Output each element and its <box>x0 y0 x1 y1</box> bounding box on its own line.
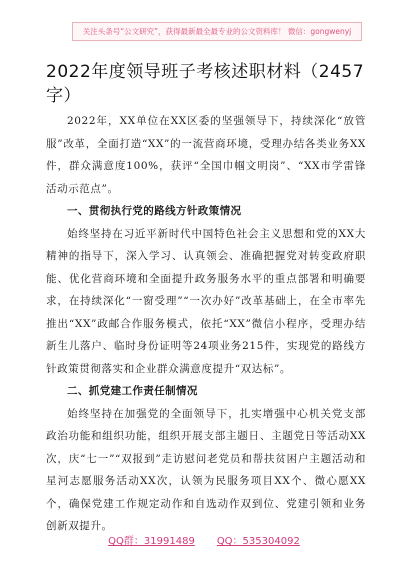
qq-contact-link[interactable]: QQ：535304092 <box>216 536 300 547</box>
document-title: 2022年度领导班子考核述职材料（2457字） <box>46 62 365 106</box>
promo-banner[interactable] <box>72 22 362 41</box>
intro-paragraph: 2022年，XX单位在XX区委的坚强领导下，持续深化“放管服”改革，全面打造“XX”的一流营商环境，受理办结各类业务XX件，群众满意度100%，获评“全国巾帼文明岗”、“XX市学雷锋活动示范点”。 <box>46 115 366 195</box>
document-body <box>46 110 366 538</box>
qq-group-link[interactable]: QQ群：31991489 <box>108 536 195 547</box>
section-1-paragraph: 始终坚持在习近平新时代中国特色社会主义思想和党的XX大精神的指导下，深入学习、认真领会、准确把握党对转变政府职能、优化营商环境和全面提升政务服务水平的重点部署和明确要求，在持续深化“一窗受理”“一次办好”改革基础上，在全市率先推出“XX”政邮合作服务模式，依托“XX”微信小程序，受理办结新生儿落户、临时身份证明等24项业务215件，实现党的路线方针政策贯彻落实和企业群众满意度提升“双达标”。 <box>46 227 366 375</box>
section-2-paragraph: 始终坚持在加强党的全面领导下，扎实增强中心机关党支部政治功能和组织功能，组织开展支部主题日、主题党日等活动XX次，庆“七一”“双报到”走访慰问老党员和帮扶贫困户主题活动和星河志愿服务活动XX次，认领为民服务项目XX个、微心愿XX个，确保党建工作规定动作和自选动作双到位、党建引领和业务创新双提升。 <box>46 407 366 532</box>
section-2-heading: 二、抓党建工作责任制情况 <box>67 385 198 397</box>
promo-banner-text: 关注头条号“公文研究”，获得最新最全最专业的公文资料库！ 微信：gongwenyj <box>82 27 352 36</box>
contact-footer <box>0 532 408 547</box>
section-1-heading: 一、贯彻执行党的路线方针政策情况 <box>67 205 242 217</box>
